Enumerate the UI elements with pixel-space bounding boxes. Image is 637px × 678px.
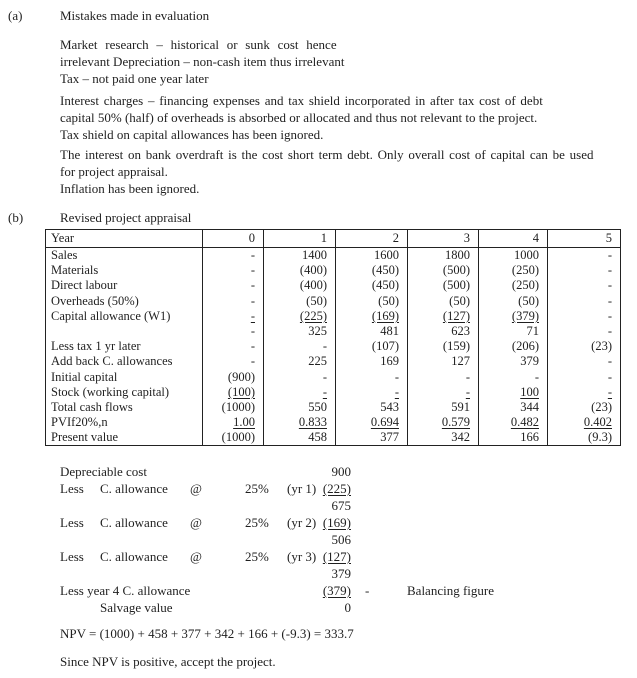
value-cell: (100)	[203, 385, 264, 400]
row-label-cell	[46, 324, 203, 339]
working-value: 506	[331, 532, 351, 547]
value-cell: -	[479, 370, 548, 385]
table-row	[46, 385, 621, 400]
value-cell: (250)	[479, 278, 548, 293]
para-overdraft-line2: for project appraisal.	[60, 164, 168, 179]
value-cell: -	[264, 370, 336, 385]
para-tax-shield: Tax shield on capital allowances has been ignored.	[60, 127, 324, 142]
value-cell: (159)	[408, 339, 479, 354]
para-market-research-line2: irrelevant Depreciation – non-cash item thus irrelevant	[60, 54, 345, 69]
working-c3: @	[190, 549, 202, 564]
value-cell: 379	[479, 354, 548, 369]
working-c5: (yr 2)	[287, 515, 317, 530]
value-cell: 225	[264, 354, 336, 369]
working-value: 675	[331, 498, 351, 513]
value-cell: -	[203, 294, 264, 309]
value-cell: 623	[408, 324, 479, 339]
value-cell: -	[264, 339, 336, 354]
value-cell: (250)	[479, 263, 548, 278]
row-label-cell: Total cash flows	[51, 399, 133, 414]
working-c1: Less	[60, 549, 84, 564]
working-c1: Depreciable cost	[60, 464, 147, 479]
table-row	[46, 263, 621, 278]
working-c2: C. allowance	[100, 549, 168, 564]
value-cell: -	[548, 263, 621, 278]
working-c2: C. allowance	[100, 481, 168, 496]
value-cell: -	[203, 278, 264, 293]
value-cell: 591	[408, 400, 479, 415]
para-interest-charges-line1: Interest charges – financing expenses and tax shield incorporated in after tax cost of debt	[60, 93, 543, 108]
value-cell: (900)	[203, 370, 264, 385]
working-row	[60, 463, 530, 480]
section-b-label: (b)	[8, 210, 24, 225]
value-cell: -	[548, 354, 621, 369]
working-row	[60, 480, 530, 497]
value-cell: -	[203, 263, 264, 278]
table-row	[46, 339, 621, 354]
value-cell: (400)	[264, 278, 336, 293]
working-row	[60, 514, 530, 531]
value-cell: -	[336, 370, 408, 385]
working-row	[60, 582, 530, 599]
table-row	[46, 370, 621, 385]
value-cell: -	[264, 385, 336, 400]
table-row	[46, 278, 621, 293]
value-cell: (50)	[479, 294, 548, 309]
year-2-header-cell: 2	[336, 230, 408, 248]
value-cell: 0.482	[479, 415, 548, 430]
row-label-cell: Stock (working capital)	[51, 384, 170, 399]
working-c2: Salvage value	[100, 600, 173, 615]
year-3-header-cell: 3	[408, 230, 479, 248]
section-a-heading: Mistakes made in evaluation	[60, 8, 210, 23]
row-label-cell: Add back C. allowances	[51, 354, 173, 369]
year-header-cell: Year	[46, 230, 203, 248]
value-cell: 1800	[408, 248, 479, 264]
working-value: 900	[331, 464, 351, 479]
value-cell: (23)	[548, 339, 621, 354]
para-inflation: Inflation has been ignored.	[60, 181, 200, 196]
working-row	[60, 548, 530, 565]
working-dash: -	[365, 583, 370, 598]
value-cell: -	[336, 385, 408, 400]
working-value: (225)	[322, 481, 351, 496]
row-label-cell: Direct labour	[51, 278, 118, 293]
value-cell: (127)	[408, 309, 479, 324]
table-row	[46, 324, 621, 339]
working-row	[60, 531, 530, 548]
value-cell: 550	[264, 400, 336, 415]
value-cell: (379)	[479, 309, 548, 324]
value-cell: 1000	[479, 248, 548, 264]
year-1-header-cell: 1	[264, 230, 336, 248]
row-label-cell: Capital allowance (W1)	[51, 308, 171, 323]
value-cell: (450)	[336, 278, 408, 293]
working-w1	[60, 463, 530, 616]
working-value: (127)	[322, 549, 351, 564]
value-cell: (50)	[264, 294, 336, 309]
table-row	[46, 430, 621, 446]
value-cell: 481	[336, 324, 408, 339]
value-cell: (23)	[548, 400, 621, 415]
table-row	[46, 248, 621, 264]
table-row	[46, 309, 621, 324]
row-label-cell: Present value	[51, 430, 118, 445]
value-cell: 0.833	[264, 415, 336, 430]
value-cell: -	[548, 385, 621, 400]
value-cell: -	[548, 294, 621, 309]
value-cell: -	[203, 248, 264, 264]
section-a-label: (a)	[8, 8, 23, 23]
conclusion: Since NPV is positive, accept the project.	[60, 654, 276, 669]
value-cell: 100	[479, 385, 548, 400]
value-cell: (50)	[408, 294, 479, 309]
npv-line: NPV = (1000) + 458 + 377 + 342 + 166 + (-9.3) = 333.7	[60, 626, 354, 641]
year-0-header-cell: 0	[203, 230, 264, 248]
value-cell: 71	[479, 324, 548, 339]
working-c4: 25%	[245, 481, 269, 496]
para-overdraft	[60, 146, 593, 180]
value-cell: 0.402	[548, 415, 621, 430]
para-market-research-line3: Tax – not paid one year later	[60, 71, 209, 86]
table-row	[46, 294, 621, 309]
value-cell: (9.3)	[548, 430, 621, 446]
value-cell: 1400	[264, 248, 336, 264]
value-cell: -	[203, 324, 264, 339]
value-cell: (107)	[336, 339, 408, 354]
table-header-row	[46, 230, 621, 248]
working-c5: (yr 1)	[287, 481, 317, 496]
para-market-research-line1: Market research – historical or sunk cost hence	[60, 37, 337, 52]
para-market-research	[60, 36, 344, 87]
row-label-cell: Less tax 1 yr later	[51, 339, 141, 354]
row-label-cell: PVIf20%,n	[51, 415, 108, 430]
working-c1: Less year 4 C. allowance	[60, 583, 191, 598]
value-cell: 169	[336, 354, 408, 369]
para-interest-charges	[60, 92, 543, 126]
row-label-cell: Overheads (50%)	[51, 293, 139, 308]
row-label-cell: Initial capital	[51, 369, 118, 384]
value-cell: (1000)	[203, 430, 264, 446]
value-cell: 458	[264, 430, 336, 446]
table-row	[46, 400, 621, 415]
working-note: Balancing figure	[407, 583, 494, 598]
value-cell: (450)	[336, 263, 408, 278]
value-cell: -	[203, 354, 264, 369]
value-cell: (400)	[264, 263, 336, 278]
value-cell: -	[548, 309, 621, 324]
value-cell: (50)	[336, 294, 408, 309]
value-cell: 377	[336, 430, 408, 446]
value-cell: -	[548, 324, 621, 339]
year-4-header-cell: 4	[479, 230, 548, 248]
working-c2: C. allowance	[100, 515, 168, 530]
para-interest-charges-line2: capital 50% (half) of overheads is absorbed or allocated and thus not relevant to the project.	[60, 110, 538, 125]
value-cell: 325	[264, 324, 336, 339]
section-b-heading: Revised project appraisal	[60, 210, 192, 225]
working-c3: @	[190, 515, 202, 530]
value-cell: -	[548, 278, 621, 293]
value-cell: (225)	[264, 309, 336, 324]
row-label-cell: Sales	[51, 248, 78, 263]
value-cell: 0.579	[408, 415, 479, 430]
value-cell: -	[203, 339, 264, 354]
value-cell: (206)	[479, 339, 548, 354]
working-c1: Less	[60, 481, 84, 496]
value-cell: (169)	[336, 309, 408, 324]
working-c5: (yr 3)	[287, 549, 317, 564]
table-row	[46, 354, 621, 369]
working-value: 0	[344, 600, 351, 615]
working-row	[60, 599, 530, 616]
working-value: 379	[331, 566, 351, 581]
row-label-cell: Materials	[51, 263, 99, 278]
table-row	[46, 415, 621, 430]
value-cell: 1600	[336, 248, 408, 264]
value-cell: -	[408, 370, 479, 385]
value-cell: 166	[479, 430, 548, 446]
working-c4: 25%	[245, 549, 269, 564]
value-cell: 0.694	[336, 415, 408, 430]
value-cell: -	[548, 248, 621, 264]
value-cell: 127	[408, 354, 479, 369]
value-cell: (500)	[408, 278, 479, 293]
working-c3: @	[190, 481, 202, 496]
working-c4: 25%	[245, 515, 269, 530]
working-row	[60, 565, 530, 582]
para-overdraft-line1: The interest on bank overdraft is the cost short term debt. Only overall cost of capital can be used	[60, 147, 594, 162]
value-cell: (1000)	[203, 400, 264, 415]
value-cell: 344	[479, 400, 548, 415]
value-cell: 543	[336, 400, 408, 415]
value-cell: 1.00	[203, 415, 264, 430]
working-c1: Less	[60, 515, 84, 530]
value-cell: -	[203, 309, 264, 324]
value-cell: (500)	[408, 263, 479, 278]
working-row	[60, 497, 530, 514]
value-cell: -	[408, 385, 479, 400]
value-cell: 342	[408, 430, 479, 446]
appraisal-table	[45, 229, 621, 446]
working-value: (379)	[322, 583, 351, 598]
year-5-header-cell: 5	[548, 230, 621, 248]
value-cell: -	[548, 370, 621, 385]
working-value: (169)	[322, 515, 351, 530]
